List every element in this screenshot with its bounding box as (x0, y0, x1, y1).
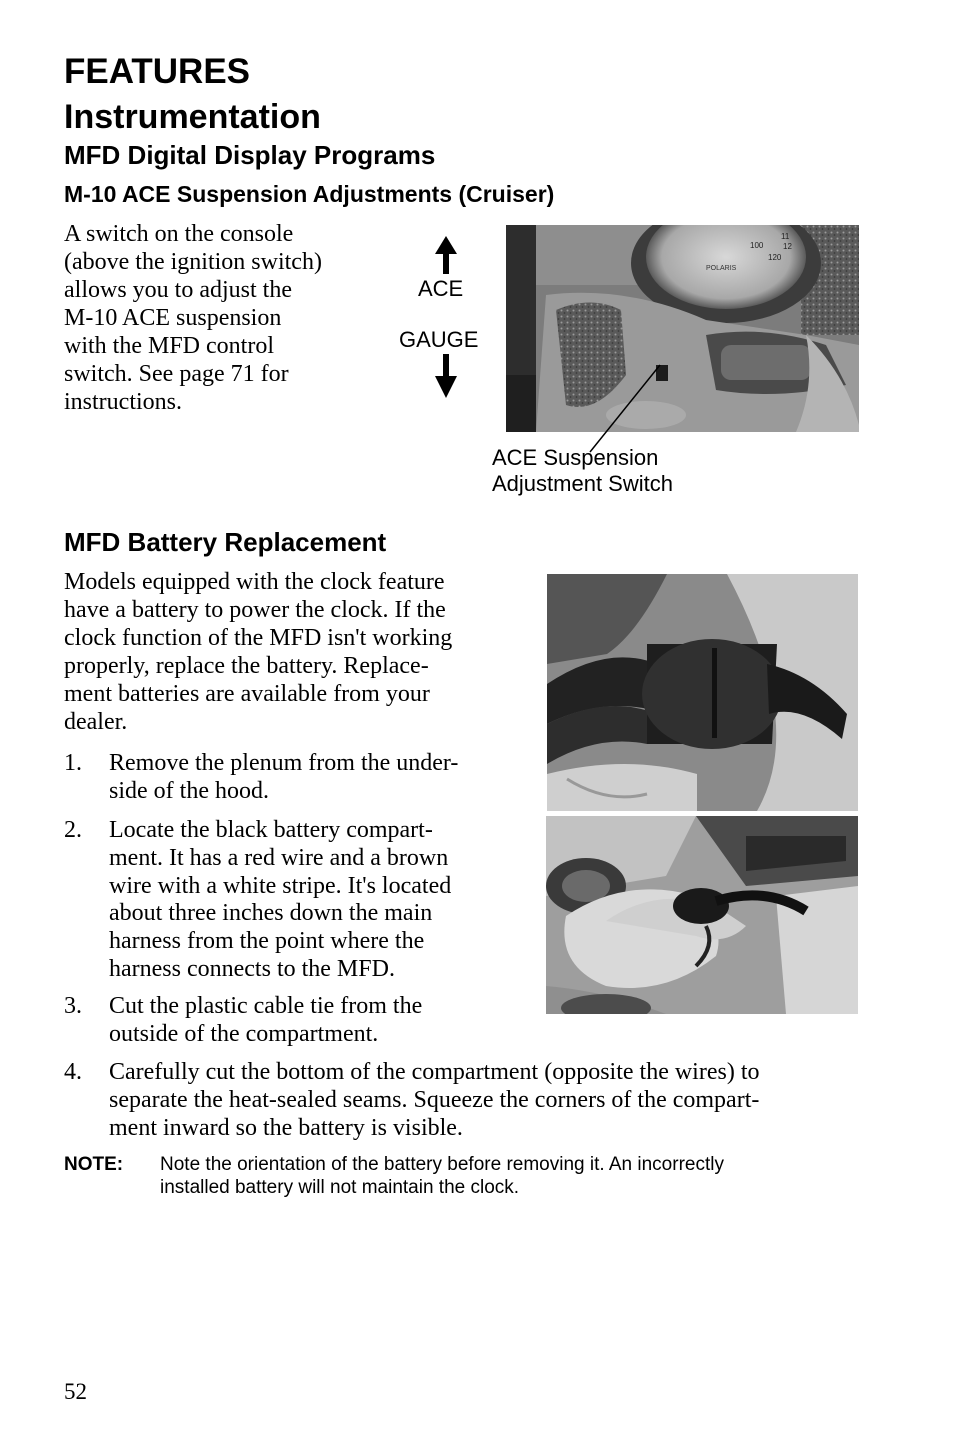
chapter-title: Instrumentation (64, 98, 321, 136)
step-line: Remove the plenum from the under- (109, 750, 459, 776)
step-line: separate the heat-sealed seams. Squeeze the corners of the compart- (109, 1086, 760, 1113)
arrow-down-icon (435, 354, 457, 398)
topic-title: M-10 ACE Suspension Adjustments (Cruiser) (64, 181, 555, 207)
step-number: 2. (64, 817, 82, 843)
step-item (64, 750, 534, 806)
ace-line: M-10 ACE suspension (64, 305, 282, 331)
battery-line: ment batteries are available from your (64, 681, 430, 707)
console-photo-art (506, 225, 859, 432)
step-number: 4. (64, 1059, 82, 1085)
step-line: Cut the plastic cable tie from the (109, 993, 423, 1019)
ace-line: with the MFD control (64, 333, 274, 359)
battery-line: clock function of the MFD isn't working (64, 625, 453, 651)
callout-line: ACE Suspension (492, 445, 659, 470)
ace-line: (above the ignition switch) (64, 249, 322, 275)
step-line: side of the hood. (109, 777, 269, 804)
battery-line: Models equipped with the clock feature (64, 569, 445, 595)
ace-line: A switch on the console (64, 221, 294, 247)
harness-photo-art (547, 574, 858, 811)
step-number: 1. (64, 750, 82, 776)
battery-line: dealer. (64, 709, 128, 735)
ace-line: allows you to adjust the (64, 277, 292, 303)
step-line: Carefully cut the bottom of the compartment (opposite the wires) to (109, 1059, 760, 1085)
ace-paragraph (64, 220, 374, 416)
gauge-number: 120 (768, 253, 782, 262)
console-photo (506, 225, 859, 432)
ace-label: ACE (418, 276, 464, 301)
note-block (64, 1153, 884, 1201)
ace-line: switch. See page 71 for (64, 361, 289, 387)
ace-gauge-arrows (428, 232, 464, 402)
gauge-number: 100 (750, 241, 764, 250)
arrow-up-icon (435, 236, 457, 274)
harness-photo (547, 574, 858, 811)
gauge-number: 11 (781, 232, 790, 241)
step-line: harness from the point where the (109, 928, 425, 955)
subsection-title: MFD Digital Display Programs (64, 140, 436, 170)
battery-compartment-photo (546, 816, 858, 1014)
gauge-number: 12 (783, 242, 792, 251)
step-line: outside of the compartment. (109, 1020, 379, 1047)
note-line: Note the orientation of the battery before removing it. An incorrectly (160, 1154, 724, 1175)
battery-paragraph (64, 568, 534, 736)
battery-heading: MFD Battery Replacement (64, 527, 387, 557)
step-line: about three inches down the main (109, 900, 433, 927)
step-line: harness connects to the MFD. (109, 955, 395, 982)
step-line: Locate the black battery compart- (109, 817, 433, 843)
step-item (64, 817, 534, 985)
battery-line: properly, replace the battery. Replace- (64, 653, 429, 679)
ace-line: instructions. (64, 389, 182, 415)
page-number: 52 (64, 1379, 87, 1404)
step-line: ment inward so the battery is visible. (109, 1114, 463, 1141)
step-line: wire with a white stripe. It's located (109, 872, 452, 899)
section-title: FEATURES (64, 52, 251, 91)
note-line: installed battery will not maintain the clock. (160, 1177, 520, 1198)
battery-compartment-photo-art (546, 816, 858, 1014)
step-item (64, 993, 534, 1049)
note-label: NOTE: (64, 1154, 124, 1175)
ace-switch-callout (492, 445, 673, 497)
step-number: 3. (64, 993, 82, 1019)
step-item (64, 1059, 884, 1143)
battery-line: have a battery to power the clock. If the (64, 597, 446, 623)
gauge-label: GAUGE (399, 327, 479, 352)
gauge-brand-text: POLARIS (706, 265, 737, 272)
step-line: ment. It has a red wire and a brown (109, 844, 449, 871)
callout-line: Adjustment Switch (492, 471, 673, 496)
